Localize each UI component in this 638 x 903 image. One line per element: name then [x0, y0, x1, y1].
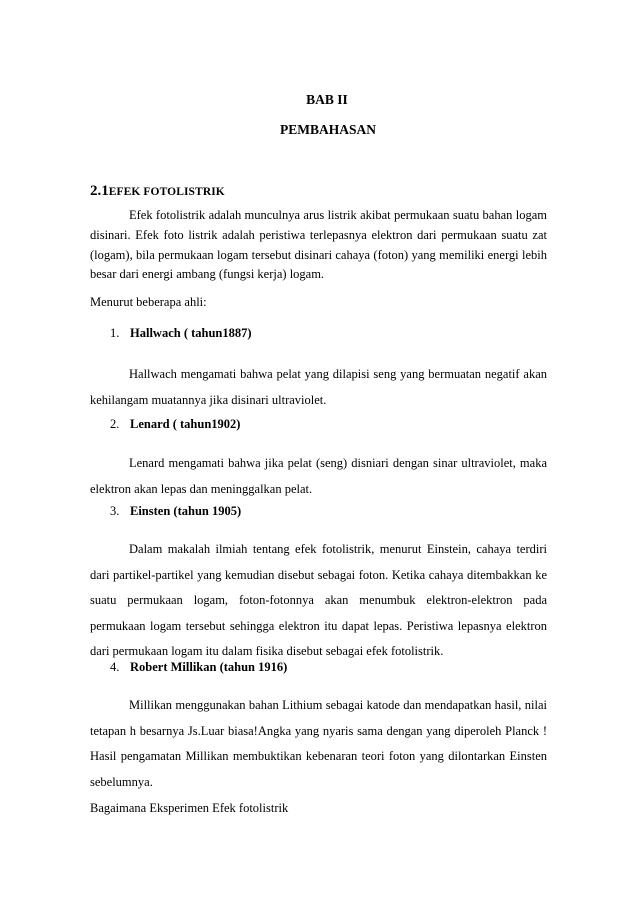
intro-paragraph — [90, 206, 547, 285]
paragraph-text: Dalam makalah ilmiah tentang efek fotolistrik, menurut Einstein, cahaya terdiri dari partikel-partikel yang kemudian disebut sebagai foton. Ketika cahaya ditembakkan ke suatu permukaan logam, foton-fotonnya akan menumbuk elektron-elektron pada permukaan logam tersebut sehingga elektron itu dapat lepas. Peristiwa lepasnya elektron dari permukaan logam itu dalam fisika disebut sebagai efek fotolistrik. — [90, 542, 547, 658]
list-item-paragraph — [90, 537, 547, 665]
list-item-title: Einsten (tahun 1905) — [130, 504, 242, 518]
section-number: 2.1 — [90, 183, 109, 199]
list-item-millikan — [110, 660, 287, 675]
paragraph-text: Millikan menggunakan bahan Lithium sebagai katode dan mendapatkan hasil, nilai tetapan h besarnya Js.Luar biasa!Angka yang nyaris sama dengan yang diperoleh Planck ! Hasil pengamatan Millikan membuktikan kebenaran teori foton yang dilontarkan Einsten sebelumnya. — [90, 698, 547, 789]
list-item-paragraph — [90, 362, 547, 413]
closing-heading: Bagaimana Eksperimen Efek fotolistrik — [90, 801, 289, 815]
list-item-paragraph — [90, 693, 547, 795]
list-number: 3. — [110, 504, 120, 518]
list-item-title: Robert Millikan (tahun 1916) — [130, 660, 288, 674]
list-item-einsten — [110, 504, 241, 519]
section-heading — [90, 183, 225, 200]
chapter-heading: BAB II — [306, 92, 348, 107]
list-number: 2. — [110, 417, 120, 431]
paragraph-text: Lenard mengamati bahwa jika pelat (seng) disniari dengan sinar ultraviolet, maka elektron akan lepas dan meninggalkan pelat. — [90, 456, 547, 496]
list-item-title: Lenard ( tahun1902) — [130, 417, 241, 431]
list-number: 1. — [110, 326, 120, 340]
list-item-paragraph — [90, 451, 547, 502]
list-item-lenard — [110, 417, 240, 432]
list-number: 4. — [110, 660, 120, 674]
list-item-hallwach — [110, 326, 252, 341]
chapter-title: PEMBAHASAN — [279, 122, 376, 137]
list-item-title: Hallwach ( tahun1887) — [130, 326, 252, 340]
intro-text: Efek fotolistrik adalah munculnya arus listrik akibat permukaan suatu bahan logam disinari. Efek foto listrik adalah peristiwa terlepasnya elektron dari permukaan suatu zat (logam), bila permukaan logam tersebut disinari cahaya (foton) yang memiliki energi lebih besar dari energi ambang (fungsi kerja) logam. — [90, 208, 547, 282]
section-title: EFEK FOTOLISTRIK — [108, 186, 225, 198]
paragraph-text: Hallwach mengamati bahwa pelat yang dilapisi seng yang bermuatan negatif akan kehilangam muatannya jika disinari ultraviolet. — [90, 367, 547, 407]
experts-intro: Menurut beberapa ahli: — [90, 295, 207, 309]
